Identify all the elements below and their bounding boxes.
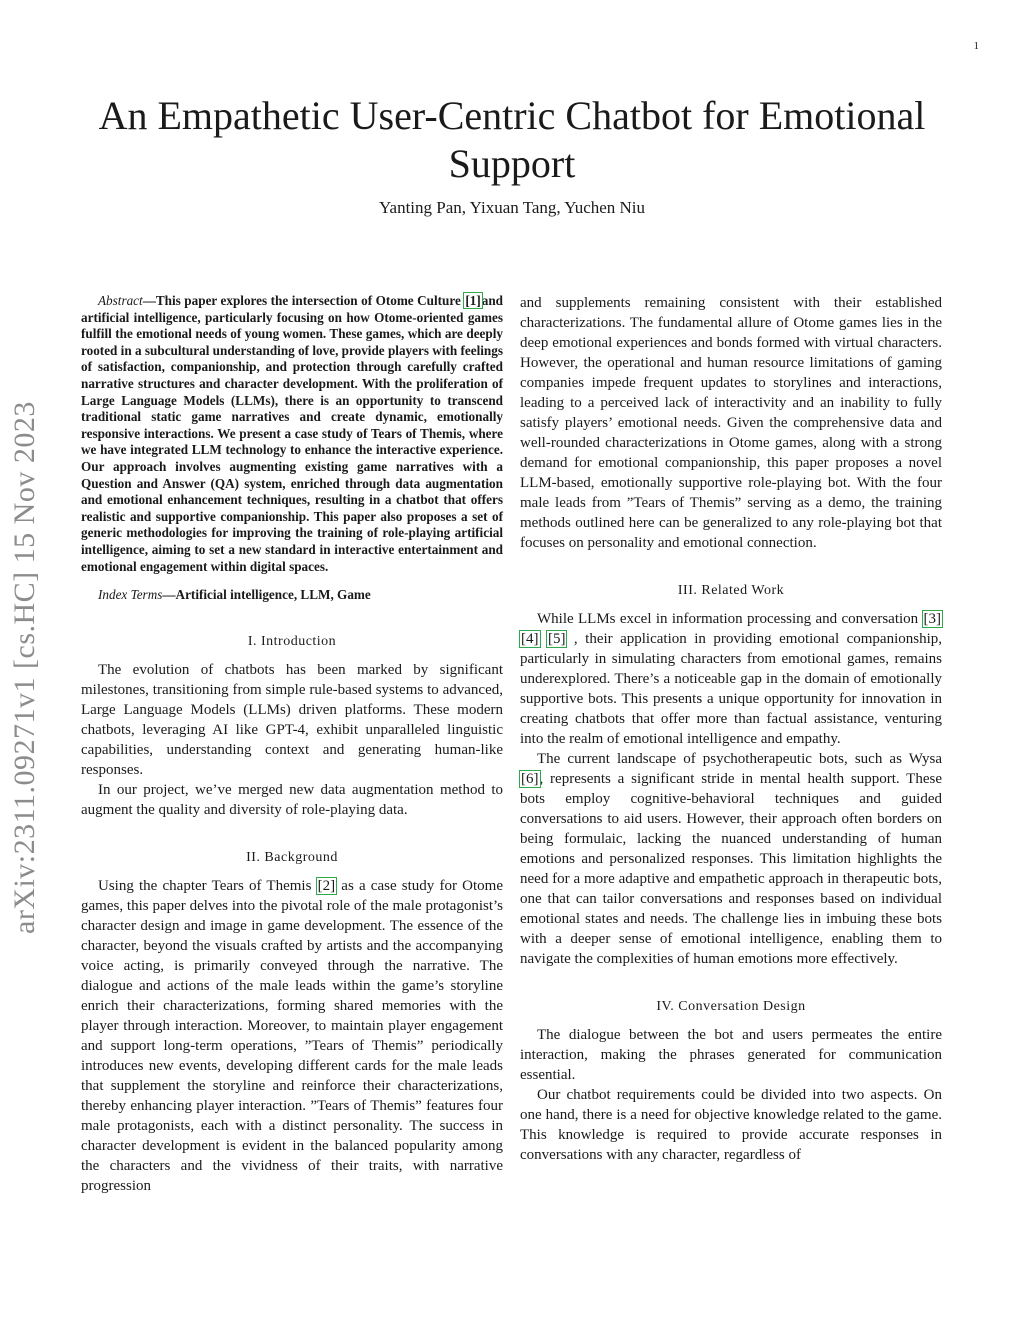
index-terms-text: —Artificial intelligence, LLM, Game	[162, 587, 371, 603]
citation-link-4[interactable]: [4]	[521, 631, 539, 647]
related-paragraph-1	[520, 609, 942, 749]
conversation-paragraph-2: Our chatbot requirements could be divided into two aspects. On one hand, there is a need for objective knowledge related to the game. This knowledge is required to provide accurate responses in conversations with any character, regardless of	[520, 1087, 942, 1163]
intro-paragraph-2: In our project, we’ve merged new data augmentation method to augment the quality and diversity of role-playing data.	[81, 781, 503, 818]
abstract-text-1: —This paper explores the intersection of Otome Culture	[142, 293, 465, 308]
citation-link-5[interactable]: [5]	[547, 631, 566, 647]
background-text-a: Using the chapter Tears of Themis	[98, 877, 317, 894]
citation-link-2[interactable]: [2]	[317, 877, 336, 894]
section-heading-background: II. Background	[246, 849, 338, 865]
right-column	[520, 293, 942, 1165]
abstract-text-2: and artificial intelligence, particularly focusing on how Otome-oriented games fulfill the emotional needs of young women. These games, which are deeply rooted in a subcultural understanding of love, provide players with feelings of satisfaction, companionship, and protection through carefully crafted narrative structures and character development. With the proliferation of Large Language Models (LLMs), there is an opportunity to transcend traditional static game narratives and create dynamic, emotionally responsive interactions. We present a case study of Tears of Themis, where we have integrated LLM technology to enhance the interactive experience. Our approach involves augmenting existing game narratives with a Question and Answer (QA) system, enriched through data augmentation and emotional enhancement techniques, resulting in a chatbot that offers realistic and supportive companionship. This paper also proposes a set of generic methodologies for improving the training of role-playing artificial intelligence, aiming to set a new standard in interactive entertainment and emotional engagement within digital spaces.	[81, 293, 503, 574]
abstract	[81, 293, 503, 575]
related-paragraph-2	[520, 749, 942, 969]
section-heading-related-work: III. Related Work	[677, 583, 785, 598]
section-heading-introduction: I. Introduction	[247, 633, 337, 649]
background-paragraph-1	[81, 876, 503, 1196]
related-text-d: , represents a significant stride in mental health support. These bots employ cognitive-behavioral techniques and guided conversations to aid users. However, their approach often borders on being formulaic, lacking the nuanced understanding of human emotions and personalized responses. This limitation highlights the need for a more adaptive and empathetic approach in therapeutic bots, one that can tailor conversations and responses based on individual emotional states and needs. The challenge lies in imbuing these bots with a deeper sense of emotional intelligence, enabling them to navigate the complexities of human emotions more effectively.	[520, 771, 942, 967]
abstract-lead: Abstract	[98, 293, 143, 308]
background-paragraph-continued: and supplements remaining consistent with their established characterizations. The fundamental allure of Otome games lies in the deep emotional experiences and bonds formed with virtual characters. However, the operational and human resource limitations of gaming companies impede frequent updates to storylines and interactions, leading to a perceived lack of interactivity and an inability to fully satisfy players’ emotional needs. Given the comprehensive data and well-rounded characterizations in Otome games, along with a strong demand for emotional companionship, this paper proposes a novel LLM-based, emotionally supportive role-playing bot. With the four male leads from ”Tears of Themis” serving as a demo, the training methods outlined here can be generalized to any role-playing bot that focuses on personality and emotional connection.	[520, 295, 942, 551]
related-text-b: , their application in providing emotional companionship, particularly in simulating characters from emotional games, remains underexplored. There’s a noticeable gap in the domain of emotionally supportive bots. This presents a unique opportunity for innovation in creating chatbots that offer more than factual assistance, venturing into the realm of emotional intelligence and empathy.	[520, 631, 942, 747]
citation-link-6[interactable]: [6]	[521, 771, 539, 787]
citation-link-3[interactable]: [3]	[923, 611, 941, 627]
intro-paragraph-1: The evolution of chatbots has been marked by significant milestones, transitioning from simple rule-based systems to advanced, Large Language Models (LLMs) driven platforms. These modern chatbots, leveraging AI like GPT-4, exhibit unparalleled linguistic capabilities, understanding context and generating human-like responses.	[81, 661, 503, 778]
related-text-c: The current landscape of psychotherapeutic bots, such as Wysa	[537, 751, 942, 767]
left-column	[81, 293, 503, 1196]
arxiv-stamp: arXiv:2311.09271v1 [cs.HC] 15 Nov 2023	[8, 401, 41, 934]
index-terms-lead: Index Terms	[98, 587, 163, 603]
background-text-b: as a case study for Otome games, this paper delves into the pivotal role of the male protagonist’s character design and image in game development. The essence of the character, beyond the visuals crafted by artists and the accompanying voice acting, is primarily conveyed through the narrative. The dialogue and actions of the male leads within the game’s storyline enrich their characterizations, forming shared memories with the player through interaction. Moreover, to maintain player engagement and support long-term operations, ”Tears of Themis” periodically introduces new events, developing different cards for the male leads that supplement the storyline and reinforce their characterizations, thereby enhancing player interaction. ”Tears of Themis” features four male protagonists, each with a distinct personality. The success in character development is evident in the balanced popularity among the characters and the vividness of their traits, with narrative progression	[81, 877, 503, 1194]
conversation-paragraph-1: The dialogue between the bot and users permeates the entire interaction, making the phrases generated for communication essential.	[520, 1027, 942, 1083]
author-list: Yanting Pan, Yixuan Tang, Yuchen Niu	[378, 198, 646, 217]
section-heading-conversation-design: IV. Conversation Design	[656, 999, 806, 1014]
index-terms	[81, 587, 503, 604]
citation-link-1[interactable]: [1]	[465, 293, 481, 308]
paper-title: An Empathetic User-Centric Chatbot for Emotional Support	[98, 93, 926, 186]
page-number: 1	[973, 40, 979, 52]
related-text-a: While LLMs excel in information processing and conversation	[537, 611, 923, 627]
